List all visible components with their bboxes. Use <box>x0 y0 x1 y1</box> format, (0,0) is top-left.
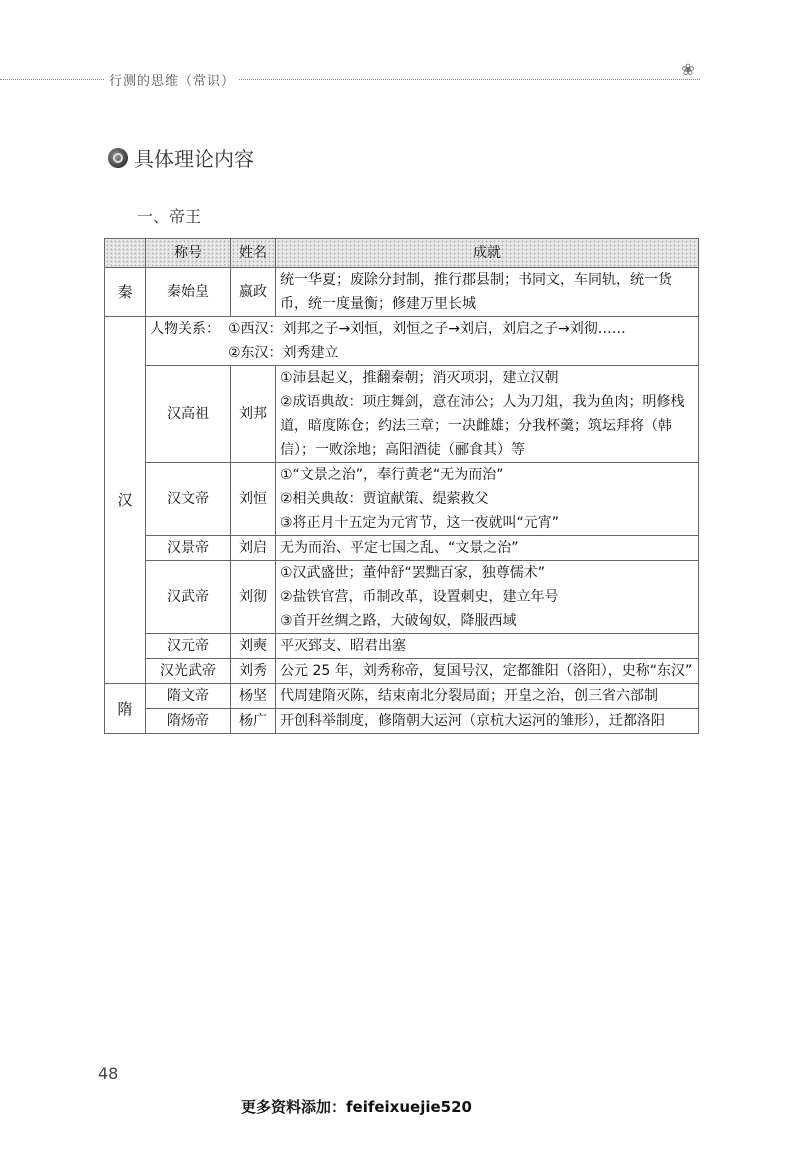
table-row <box>105 317 699 366</box>
header-cell-dynasty <box>105 239 146 268</box>
achievement-cell <box>276 536 699 561</box>
dynasty-cell: 秦 <box>105 268 146 317</box>
achievement-line: ①沛县起义，推翻秦朝；消灭项羽，建立汉朝 <box>280 370 559 386</box>
achievement-line: ③将正月十五定为元宵节，这一夜就叫“元宵” <box>280 515 560 531</box>
title-cell: 汉武帝 <box>146 561 231 634</box>
table-row <box>105 659 699 684</box>
table-row <box>105 684 699 709</box>
achievement-line: 代周建隋灭陈，结束南北分裂局面；开皇之治，创三省六部制 <box>280 688 658 704</box>
header-cell-name: 姓名 <box>231 239 276 268</box>
page-number: 48 <box>98 1064 119 1083</box>
table-row <box>105 709 699 734</box>
name-cell: 嬴政 <box>231 268 276 317</box>
table-header-row <box>105 239 699 268</box>
header-ornament-icon: ❀ <box>681 60 695 79</box>
name-cell: 杨广 <box>231 709 276 734</box>
title-cell: 汉高祖 <box>146 366 231 463</box>
achievement-cell <box>276 659 699 684</box>
achievement-cell <box>276 463 699 536</box>
achievement-line: 开创科举制度，修隋朝大运河（京杭大运河的雏形），迁都洛阳 <box>280 713 665 729</box>
footer-note: 更多资料添加：feifeixuejie520 <box>241 1098 472 1116</box>
relation-cell <box>146 317 699 366</box>
name-cell: 刘秀 <box>231 659 276 684</box>
achievement-line: 平灭郅支、昭君出塞 <box>280 638 406 654</box>
achievement-line: 无为而治、平定七国之乱、“文景之治” <box>280 540 519 556</box>
achievement-cell <box>276 561 699 634</box>
table-row <box>105 561 699 634</box>
name-cell: 刘恒 <box>231 463 276 536</box>
title-cell: 秦始皇 <box>146 268 231 317</box>
section-heading <box>108 143 254 172</box>
table-row <box>105 634 699 659</box>
achievement-cell <box>276 709 699 734</box>
achievement-cell: 统一华夏；废除分封制，推行郡县制；书同文，车同轨，统一货币，统一度量衡；修建万里长城 <box>276 268 699 317</box>
title-cell: 汉元帝 <box>146 634 231 659</box>
header-cell-achievements: 成就 <box>276 239 699 268</box>
dynasty-cell: 隋 <box>105 684 146 734</box>
name-cell: 刘邦 <box>231 366 276 463</box>
relation-line: ②东汉：刘秀建立 <box>228 345 339 361</box>
emperors-table <box>104 238 699 734</box>
title-cell: 汉光武帝 <box>146 659 231 684</box>
header-cell-title: 称号 <box>146 239 231 268</box>
achievement-line: ②成语典故：项庄舞剑，意在沛公；人为刀俎，我为鱼肉；明修栈道，暗度陈仓；约法三章；一决雌雄；分我杯羹；筑坛拜将（韩信）；一败涂地；高阳酒徒（郦食其）等 <box>280 394 685 458</box>
achievement-cell <box>276 684 699 709</box>
achievement-line: ①汉武盛世；董仲舒“罢黜百家，独尊儒术” <box>280 565 546 581</box>
title-cell: 汉文帝 <box>146 463 231 536</box>
section-bullet-icon <box>108 148 128 168</box>
achievement-cell <box>276 366 699 463</box>
relation-line: ①西汉：刘邦之子→刘恒，刘恒之子→刘启，刘启之子→刘彻…… <box>228 321 626 337</box>
name-cell: 刘启 <box>231 536 276 561</box>
achievement-line: 公元 25 年，刘秀称帝，复国号汉，定都雒阳（洛阳），史称“东汉” <box>280 663 693 679</box>
title-cell: 隋炀帝 <box>146 709 231 734</box>
name-cell: 刘彻 <box>231 561 276 634</box>
table-row <box>105 268 699 317</box>
relation-label: 人物关系： <box>150 321 220 337</box>
achievement-line: ③首开丝绸之路，大破匈奴，降服西域 <box>280 613 517 629</box>
table-row <box>105 536 699 561</box>
table-row <box>105 463 699 536</box>
achievement-line: ②盐铁官营，币制改革，设置刺史，建立年号 <box>280 589 559 605</box>
table-row <box>105 366 699 463</box>
section-title: 具体理论内容 <box>134 147 254 171</box>
dynasty-cell: 汉 <box>105 317 146 684</box>
achievement-cell <box>276 634 699 659</box>
achievement-line: ②相关典故：贾谊献策、缇萦救父 <box>280 491 489 507</box>
name-cell: 杨坚 <box>231 684 276 709</box>
title-cell: 汉景帝 <box>146 536 231 561</box>
name-cell: 刘奭 <box>231 634 276 659</box>
running-header: 行测的思维（常识） <box>105 70 239 89</box>
title-cell: 隋文帝 <box>146 684 231 709</box>
achievement-line: ①“文景之治”，奉行黄老“无为而治” <box>280 467 504 483</box>
sub-heading: 一、帝王 <box>137 207 202 226</box>
